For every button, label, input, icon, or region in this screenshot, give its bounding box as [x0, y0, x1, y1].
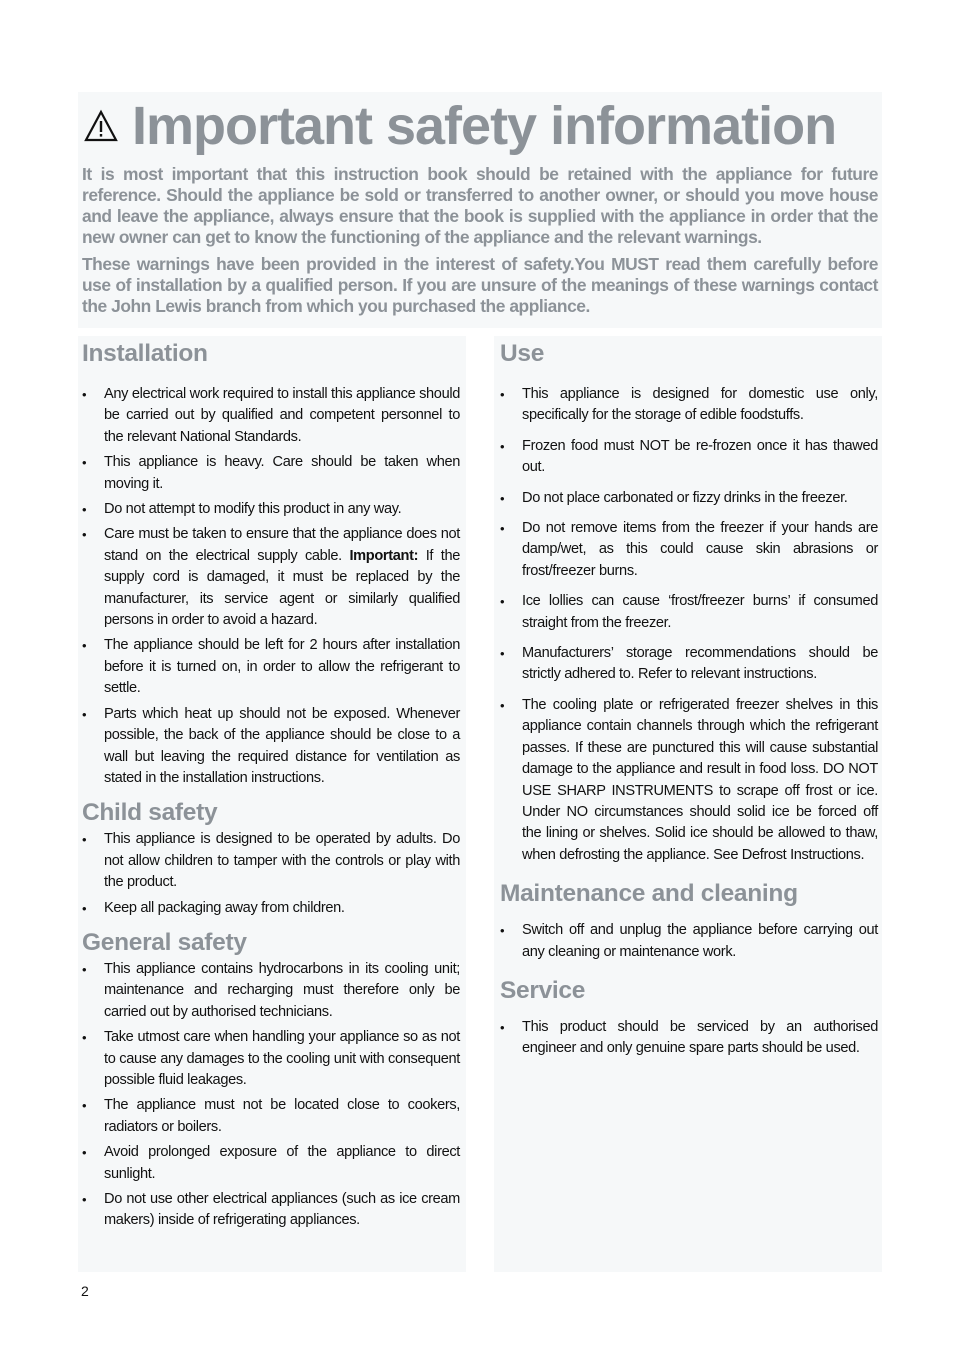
child-safety-heading: Child safety [82, 799, 218, 827]
list-item: • Parts which heat up should not be exposed. Whenever possible, the back of the appliance should be close to a wall but leaving the required distance for ventilation as stated in the installation instructions. [82, 704, 460, 790]
service-heading: Service [500, 976, 586, 1004]
service-list [500, 1017, 878, 1060]
page-title-row [84, 96, 836, 156]
use-heading: Use [500, 340, 545, 367]
list-item [82, 524, 460, 631]
intro-paragraph-1: It is most important that this instruction book should be retained with the appliance for future reference. Should the appliance be sold or transferred to another owner, or should you move house and leave the appliance, always ensure that the book is supplied with the appliance in order that the new owner can get to know the functioning of the appliance and the relevant warnings. [82, 164, 878, 247]
page-title: Important safety information [132, 96, 837, 156]
use-list [500, 384, 878, 866]
list-item: • This appliance is designed to be operated by adults. Do not allow children to tamper with the controls or play with the product. [82, 829, 460, 893]
list-item: • This product should be serviced by an authorised engineer and only genuine spare parts should be used. [500, 1017, 878, 1060]
warning-triangle-icon [84, 109, 118, 143]
right-column [500, 338, 878, 1060]
maintenance-heading: Maintenance and cleaning [500, 880, 798, 908]
list-item: • Do not attempt to modify this product in any way. [82, 499, 460, 520]
child-safety-list [82, 829, 460, 919]
page-number: 2 [81, 1283, 89, 1299]
list-item: • Take utmost care when handling your appliance so as not to cause any damages to the cooling unit with consequent possible fluid leakages. [82, 1027, 460, 1091]
list-item: • The cooling plate or refrigerated freezer shelves in this appliance contain channels through which the refrigerant passes. If these are punctured this will cause substantial damage to the appliance and result in food loss. DO NOT USE SHARP INSTRUMENTS to scrape off frost or ice. Under NO circumstances should solid ice be forced off the lining or shelves. Solid ice should be allowed to thaw, when defrosting the appliance. See Defrost Instructions. [500, 695, 878, 866]
list-item: • Do not remove items from the freezer if your hands are damp/wet, as this could cause skin abrasions or frost/freezer burns. [500, 518, 878, 582]
list-item: • Ice lollies can cause ‘frost/freezer burns’ if consumed straight from the freezer. [500, 591, 878, 634]
important-text: If the supply cord is damaged, it must be replaced by the manufacturer, its service agent or similarly qualified persons in order to avoid a hazard. [104, 547, 460, 629]
list-item: • This appliance contains hydrocarbons in its cooling unit; maintenance and recharging must therefore only be carried out by authorised technicians. [82, 959, 460, 1023]
list-item: • This appliance is heavy. Care should be taken when moving it. [82, 452, 460, 495]
important-label: Important: [349, 547, 419, 564]
left-column [82, 338, 460, 1232]
maintenance-list [500, 920, 878, 963]
list-item: • This appliance is designed for domestic use only, specifically for the storage of edible foodstuffs. [500, 384, 878, 427]
general-safety-heading: General safety [82, 928, 247, 956]
list-item: • The appliance should be left for 2 hours after installation before it is turned on, in order to allow the refrigerant to settle. [82, 635, 460, 699]
list-item: • The appliance must not be located close to cookers, radiators or boilers. [82, 1095, 460, 1138]
list-item: • Switch off and unplug the appliance before carrying out any cleaning or maintenance work. [500, 920, 878, 963]
list-item: • Frozen food must NOT be re-frozen once it has thawed out. [500, 436, 878, 479]
list-item-text: Care must be taken to ensure that the appliance does not stand on the electrical supply cable. [104, 526, 460, 564]
general-safety-list [82, 959, 460, 1232]
intro-paragraph-2: These warnings have been provided in the interest of safety.You MUST read them carefully before use of installation by a qualified person. If you are unsure of the meanings of these warnings contact the John Lewis branch from which you purchased the appliance. [82, 254, 878, 316]
list-item: • Keep all packaging away from children. [82, 898, 460, 919]
list-item: • Do not use other electrical appliances (such as ice cream makers) inside of refrigerating appliances. [82, 1189, 460, 1232]
installation-list [82, 384, 460, 789]
list-item: • Manufacturers’ storage recommendations should be strictly adhered to. Refer to relevant instructions. [500, 643, 878, 686]
list-item: • Avoid prolonged exposure of the appliance to direct sunlight. [82, 1142, 460, 1185]
list-item: • Do not place carbonated or fizzy drinks in the freezer. [500, 488, 878, 509]
installation-heading: Installation [82, 340, 208, 367]
list-item: • Any electrical work required to install this appliance should be carried out by qualified and competent personnel to the relevant National Standards. [82, 384, 460, 448]
